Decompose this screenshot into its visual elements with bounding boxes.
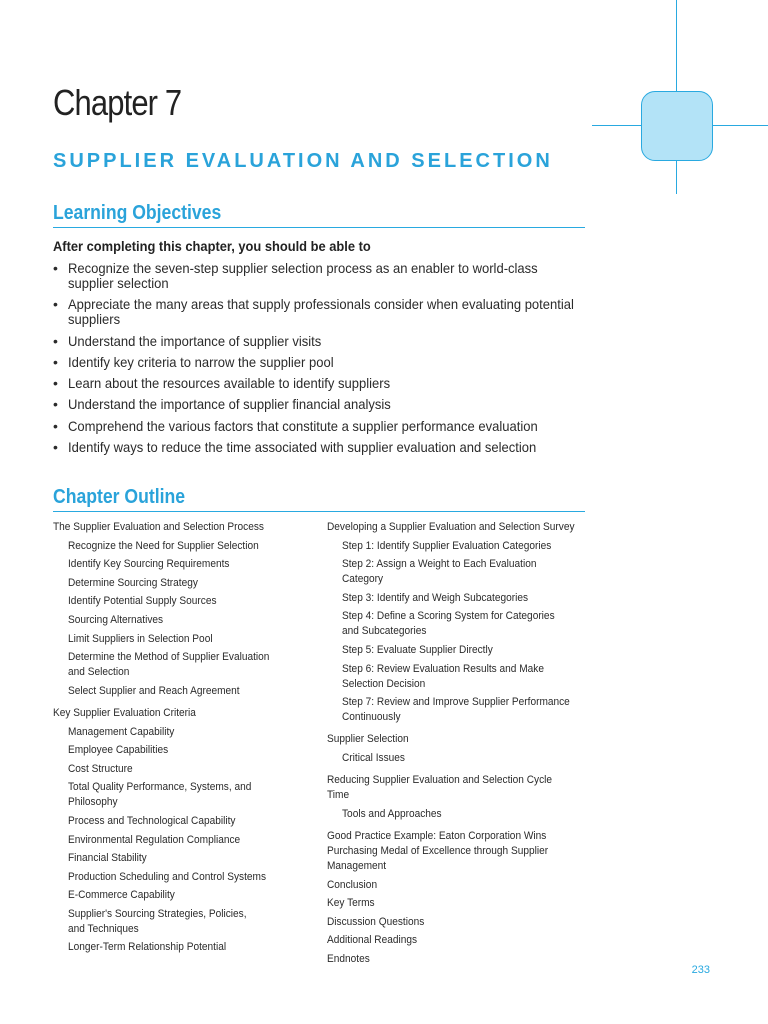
outline-subsection: Cost Structure [68, 762, 133, 775]
outline-right-column [327, 520, 597, 967]
list-item: • Identify key criteria to narrow the supplier pool [53, 353, 334, 370]
outline-subsection: Limit Suppliers in Selection Pool [68, 632, 213, 645]
outline-subsection: Employee Capabilities [68, 744, 169, 757]
outline-subsection: Step 5: Evaluate Supplier Directly [342, 643, 493, 656]
outline-section: Discussion Questions [327, 915, 425, 928]
outline-section-continued: Purchasing Medal of Excellence through Supplier [327, 844, 549, 857]
outline-subsection: Step 7: Review and Improve Supplier Performance [342, 696, 570, 709]
outline-subsection: Supplier's Sourcing Strategies, Policies, [68, 907, 247, 920]
outline-subsection: Identify Potential Supply Sources [68, 595, 217, 608]
outline-subsection-continued: and Techniques [68, 922, 139, 935]
list-item: • Recognize the seven-step supplier selection process as an enabler to world-class supplier selection [53, 260, 538, 291]
list-item: • Comprehend the various factors that constitute a supplier performance evaluation [53, 417, 538, 434]
learning-objectives-heading [53, 202, 585, 228]
bullet-icon: • [53, 353, 58, 370]
list-item: • Understand the importance of supplier visits [53, 332, 322, 349]
outline-subsection: Total Quality Performance, Systems, and Philosophy [68, 781, 252, 809]
chapter-outline-heading-text: Chapter Outline [53, 486, 186, 508]
outline-subsection: Environmental Regulation Compliance [68, 833, 241, 846]
outline-subsection: Step 3: Identify and Weigh Subcategories [342, 591, 529, 604]
outline-subsection: Sourcing Alternatives [68, 613, 164, 626]
outline-subsection: E-Commerce Capability [68, 889, 175, 902]
list-item: • Understand the importance of supplier financial analysis [53, 396, 391, 413]
bullet-icon: • [53, 260, 58, 276]
outline-subsection-continued: and Subcategories [342, 625, 427, 638]
bullet-icon: • [53, 396, 58, 413]
list-item: • Appreciate the many areas that supply professionals consider when evaluating potential suppliers [53, 296, 574, 328]
outline-subsection: Longer-Term Relationship Potential [68, 941, 227, 954]
objectives-list [53, 261, 613, 461]
bullet-icon: • [53, 375, 58, 392]
outline-subsection: Production Scheduling and Control Systems [68, 870, 267, 883]
outline-section: Endnotes [327, 952, 370, 965]
page-number: 233 [691, 964, 710, 976]
list-item: • Identify ways to reduce the time associated with supplier evaluation and selection [53, 439, 537, 456]
outline-subsection: Step 2: Assign a Weight to Each Evaluation Category [342, 558, 537, 586]
learning-objectives-heading-text: Learning Objectives [53, 202, 222, 224]
outline-section: Key Terms [327, 897, 375, 910]
outline-section: Good Practice Example: Eaton Corporation Wins [327, 829, 547, 842]
decorative-rounded-square [641, 91, 713, 161]
outline-subsection: Process and Technological Capability [68, 814, 236, 827]
bullet-icon: • [53, 332, 58, 349]
outline-section: Reducing Supplier Evaluation and Selection Cycle Time [327, 774, 553, 802]
outline-subsection: Determine the Method of Supplier Evaluation [68, 651, 270, 664]
outline-section: The Supplier Evaluation and Selection Process [53, 521, 264, 533]
outline-subsection: Determine Sourcing Strategy [68, 576, 198, 589]
outline-subsection: Step 4: Define a Scoring System for Categories [342, 610, 555, 623]
outline-section: Additional Readings [327, 934, 418, 947]
outline-subsection: Step 6: Review Evaluation Results and Make [342, 662, 544, 675]
outline-section: Developing a Supplier Evaluation and Selection Survey [327, 521, 575, 533]
list-item: • Learn about the resources available to identify suppliers [53, 375, 391, 392]
outline-subsection: Identify Key Sourcing Requirements [68, 558, 230, 571]
outline-subsection: Tools and Approaches [342, 807, 442, 820]
outline-subsection-continued: Continuously [342, 711, 401, 724]
outline-subsection: Select Supplier and Reach Agreement [68, 684, 240, 697]
outline-section-continued: Management [327, 859, 387, 872]
chapter-title: Chapter 7 [53, 82, 182, 123]
bullet-icon: • [53, 296, 58, 313]
chapter-subtitle: SUPPLIER EVALUATION AND SELECTION [53, 150, 553, 172]
objectives-intro: After completing this chapter, you should be able to [53, 238, 371, 254]
outline-subsection-continued: Selection Decision [342, 677, 426, 690]
outline-section: Key Supplier Evaluation Criteria [53, 706, 196, 719]
outline-left-column [53, 520, 313, 955]
outline-subsection: Recognize the Need for Supplier Selection [68, 539, 259, 552]
outline-subsection: Management Capability [68, 725, 175, 738]
outline-subsection: Step 1: Identify Supplier Evaluation Categories [342, 539, 552, 552]
outline-section: Supplier Selection [327, 733, 409, 746]
outline-subsection-continued: and Selection [68, 666, 130, 679]
outline-subsection: Financial Stability [68, 852, 147, 865]
bullet-icon: • [53, 439, 58, 456]
outline-section: Conclusion [327, 878, 378, 891]
outline-subsection: Critical Issues [342, 751, 405, 764]
bullet-icon: • [53, 417, 58, 434]
chapter-outline-heading [53, 486, 585, 512]
